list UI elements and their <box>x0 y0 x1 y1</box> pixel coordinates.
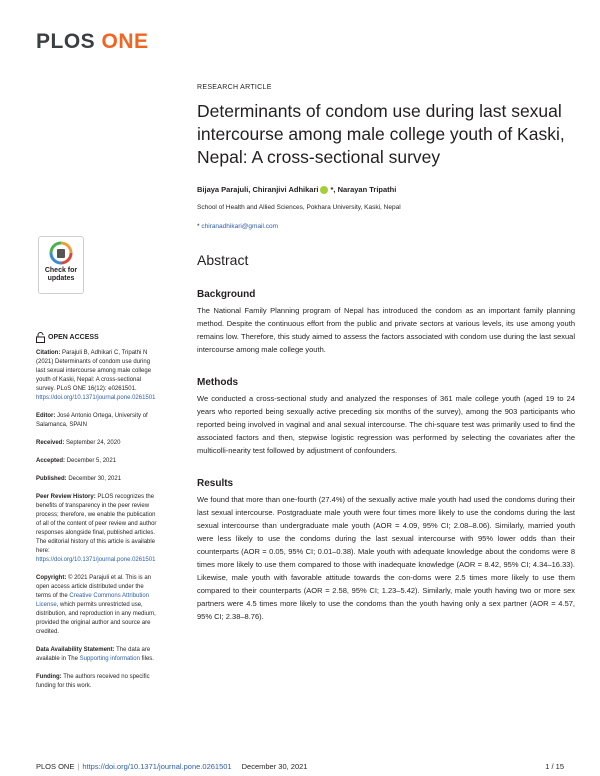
open-lock-icon <box>36 332 45 343</box>
email-mark: * <box>197 223 200 230</box>
background-text: The National Family Planning program of Nepal has introduced the condom as an important family planning method. Despite the continuous effort from the public and private sectors at various levels, its use among youth remains low. Therefore, this study aimed to assess the factors associated with condom use during the last sexual intercourse among male college youth. <box>197 306 575 354</box>
abstract-heading: Abstract <box>197 252 249 268</box>
methods-text: We conducted a cross-sectional study and analyzed the responses of 361 male college youth (aged 19 to 24 years who reported being sexually active preceding six months of the survey), among the 903 participants who reported being involved in vaginal and anal sexual intercourse. The chi-square test was primarily used to find the associated factors and then, stepwise logistic regression was performed by selecting the covariates after the multicolli-nearity test followed by adjustment of confounders. <box>197 394 575 455</box>
copyright <box>36 574 160 637</box>
editor-label: Editor: <box>36 413 56 419</box>
citation-text: Parajuli B, Adhikari C, Tripathi N (2021) Determinants of condom use during last sexual intercourse among male college youth of Kaski, Nepal: A cross-sectional survey. PLoS ONE 16(12): e0261501. <box>36 350 152 392</box>
author-list <box>197 185 575 194</box>
copyright-text-1: © 2021 Parajuli et al. This is an open access article distributed under the terms of the <box>36 575 152 599</box>
page-footer <box>36 762 564 771</box>
citation-label: Citation: <box>36 350 61 356</box>
email-link[interactable]: chiranadhikari@gmail.com <box>201 223 279 230</box>
badge-label <box>45 267 77 283</box>
copyright-text-2: , which permits unrestricted use, distribution, and reproduction in any medium, provided the original author and source are credited. <box>36 602 156 635</box>
results-text: We found that more than one-fourth (27.4%) of the sexually active male youth had used the condoms during their last sexual intercourse. Postgraduate male youth were four times more likely to use the condoms during the last sexual intercourse than undergraduate male youth (AOR = 4.09, 95% CI; 2.08–8.06). Similarly, married youth were less likely to use the condoms during the last sexual intercourse with 95% lower odds than their counterparts (AOR = 0.05, 95% CI; 0.01–0.38). Male youth with adequate knowledge about the condoms were 8 times more likely to use them compared to those with inadequate knowledge (AOR = 8.42, 95% CI; 4.34–16.33). Likewise, male youth with favorable attitude towards the con-doms were 2.5 times more likely to use them compared to their counterparts (AOR = 2.58, 95% CI; 1.23–5.42). Similarly, male youth having two or more sex partners were 4.5 times more likely to use the condoms than the youth having only a sex partner (AOR = 4.57, 95% CI; 2.38–8.76). <box>197 495 575 621</box>
funding-label: Funding: <box>36 674 62 680</box>
article-title: Determinants of condom use during last sexual intercourse among male college youth of Kaski, Nepal: A cross-sectional survey <box>197 101 565 167</box>
supporting-info-link[interactable]: Supporting information <box>79 656 140 662</box>
license-link[interactable]: Creative Commons Attribution License <box>36 593 150 608</box>
sidebar <box>36 236 160 700</box>
author-3: Narayan Tripathi <box>337 185 397 194</box>
corresponding-email <box>197 223 575 230</box>
journal-name-part1: PLOS <box>36 30 96 53</box>
accepted <box>36 457 160 466</box>
peer-review-label: Peer Review History: <box>36 494 96 500</box>
open-access <box>36 332 160 343</box>
data-availability-text-2: files. <box>141 656 154 662</box>
article-type: RESEARCH ARTICLE <box>197 84 272 91</box>
footer-journal: PLOS ONE <box>36 762 75 771</box>
data-availability-text-1: The data are available in The <box>36 647 151 662</box>
corresponding-mark: *, <box>330 185 336 194</box>
editor <box>36 412 160 430</box>
editor-text: José Antonio Ortega, University of Salamanca, SPAIN <box>36 413 148 428</box>
open-access-label: OPEN ACCESS <box>48 334 99 341</box>
article-metadata <box>36 349 160 691</box>
author-2: Chiranjivi Adhikari <box>252 185 319 194</box>
journal-name-part2: ONE <box>101 30 149 53</box>
accepted-date: December 5, 2021 <box>66 458 117 464</box>
data-availability <box>36 646 160 664</box>
results-heading: Results <box>197 478 234 489</box>
orcid-icon[interactable] <box>320 186 328 194</box>
received-date: September 24, 2020 <box>66 440 121 446</box>
peer-review-history <box>36 493 160 565</box>
funding <box>36 673 160 691</box>
footer-doi-link[interactable]: https://doi.org/10.1371/journal.pone.0261501 <box>82 762 232 771</box>
accepted-label: Accepted: <box>36 458 66 464</box>
background-heading: Background <box>197 289 256 300</box>
badge-line1: Check for <box>44 267 78 274</box>
copyright-label: Copyright: <box>36 575 67 581</box>
data-availability-label: Data Availability Statement: <box>36 647 115 653</box>
page-number: 1 / 15 <box>545 762 564 771</box>
citation <box>36 349 160 403</box>
article-main <box>197 84 575 623</box>
received-label: Received: <box>36 440 65 446</box>
published <box>36 475 160 484</box>
footer-separator: | <box>77 762 80 771</box>
author-1: Bijaya Parajuli, <box>197 185 251 194</box>
funding-text: The authors received no specific funding for this work. <box>36 674 150 689</box>
peer-review-text: PLOS recognizes the benefits of transparency in the peer review process; therefore, we enable the publication of all of the content of peer review and author responses alongside final, published articles. The editorial history of this article is available here: <box>36 494 157 554</box>
published-label: Published: <box>36 476 67 482</box>
journal-logo <box>36 30 149 54</box>
methods-heading: Methods <box>197 377 239 388</box>
badge-line2: updates <box>47 275 75 282</box>
received <box>36 439 160 448</box>
peer-review-link[interactable]: https://doi.org/10.1371/journal.pone.0261501 <box>36 557 156 563</box>
affiliation: School of Health and Allied Sciences, Pokhara University, Kaski, Nepal <box>197 204 401 211</box>
check-updates-icon <box>49 241 73 265</box>
published-date: December 30, 2021 <box>68 476 122 482</box>
check-for-updates-badge[interactable] <box>38 236 84 294</box>
footer-date: December 30, 2021 <box>241 762 308 771</box>
citation-doi-link[interactable]: https://doi.org/10.1371/journal.pone.0261501 <box>36 395 156 401</box>
